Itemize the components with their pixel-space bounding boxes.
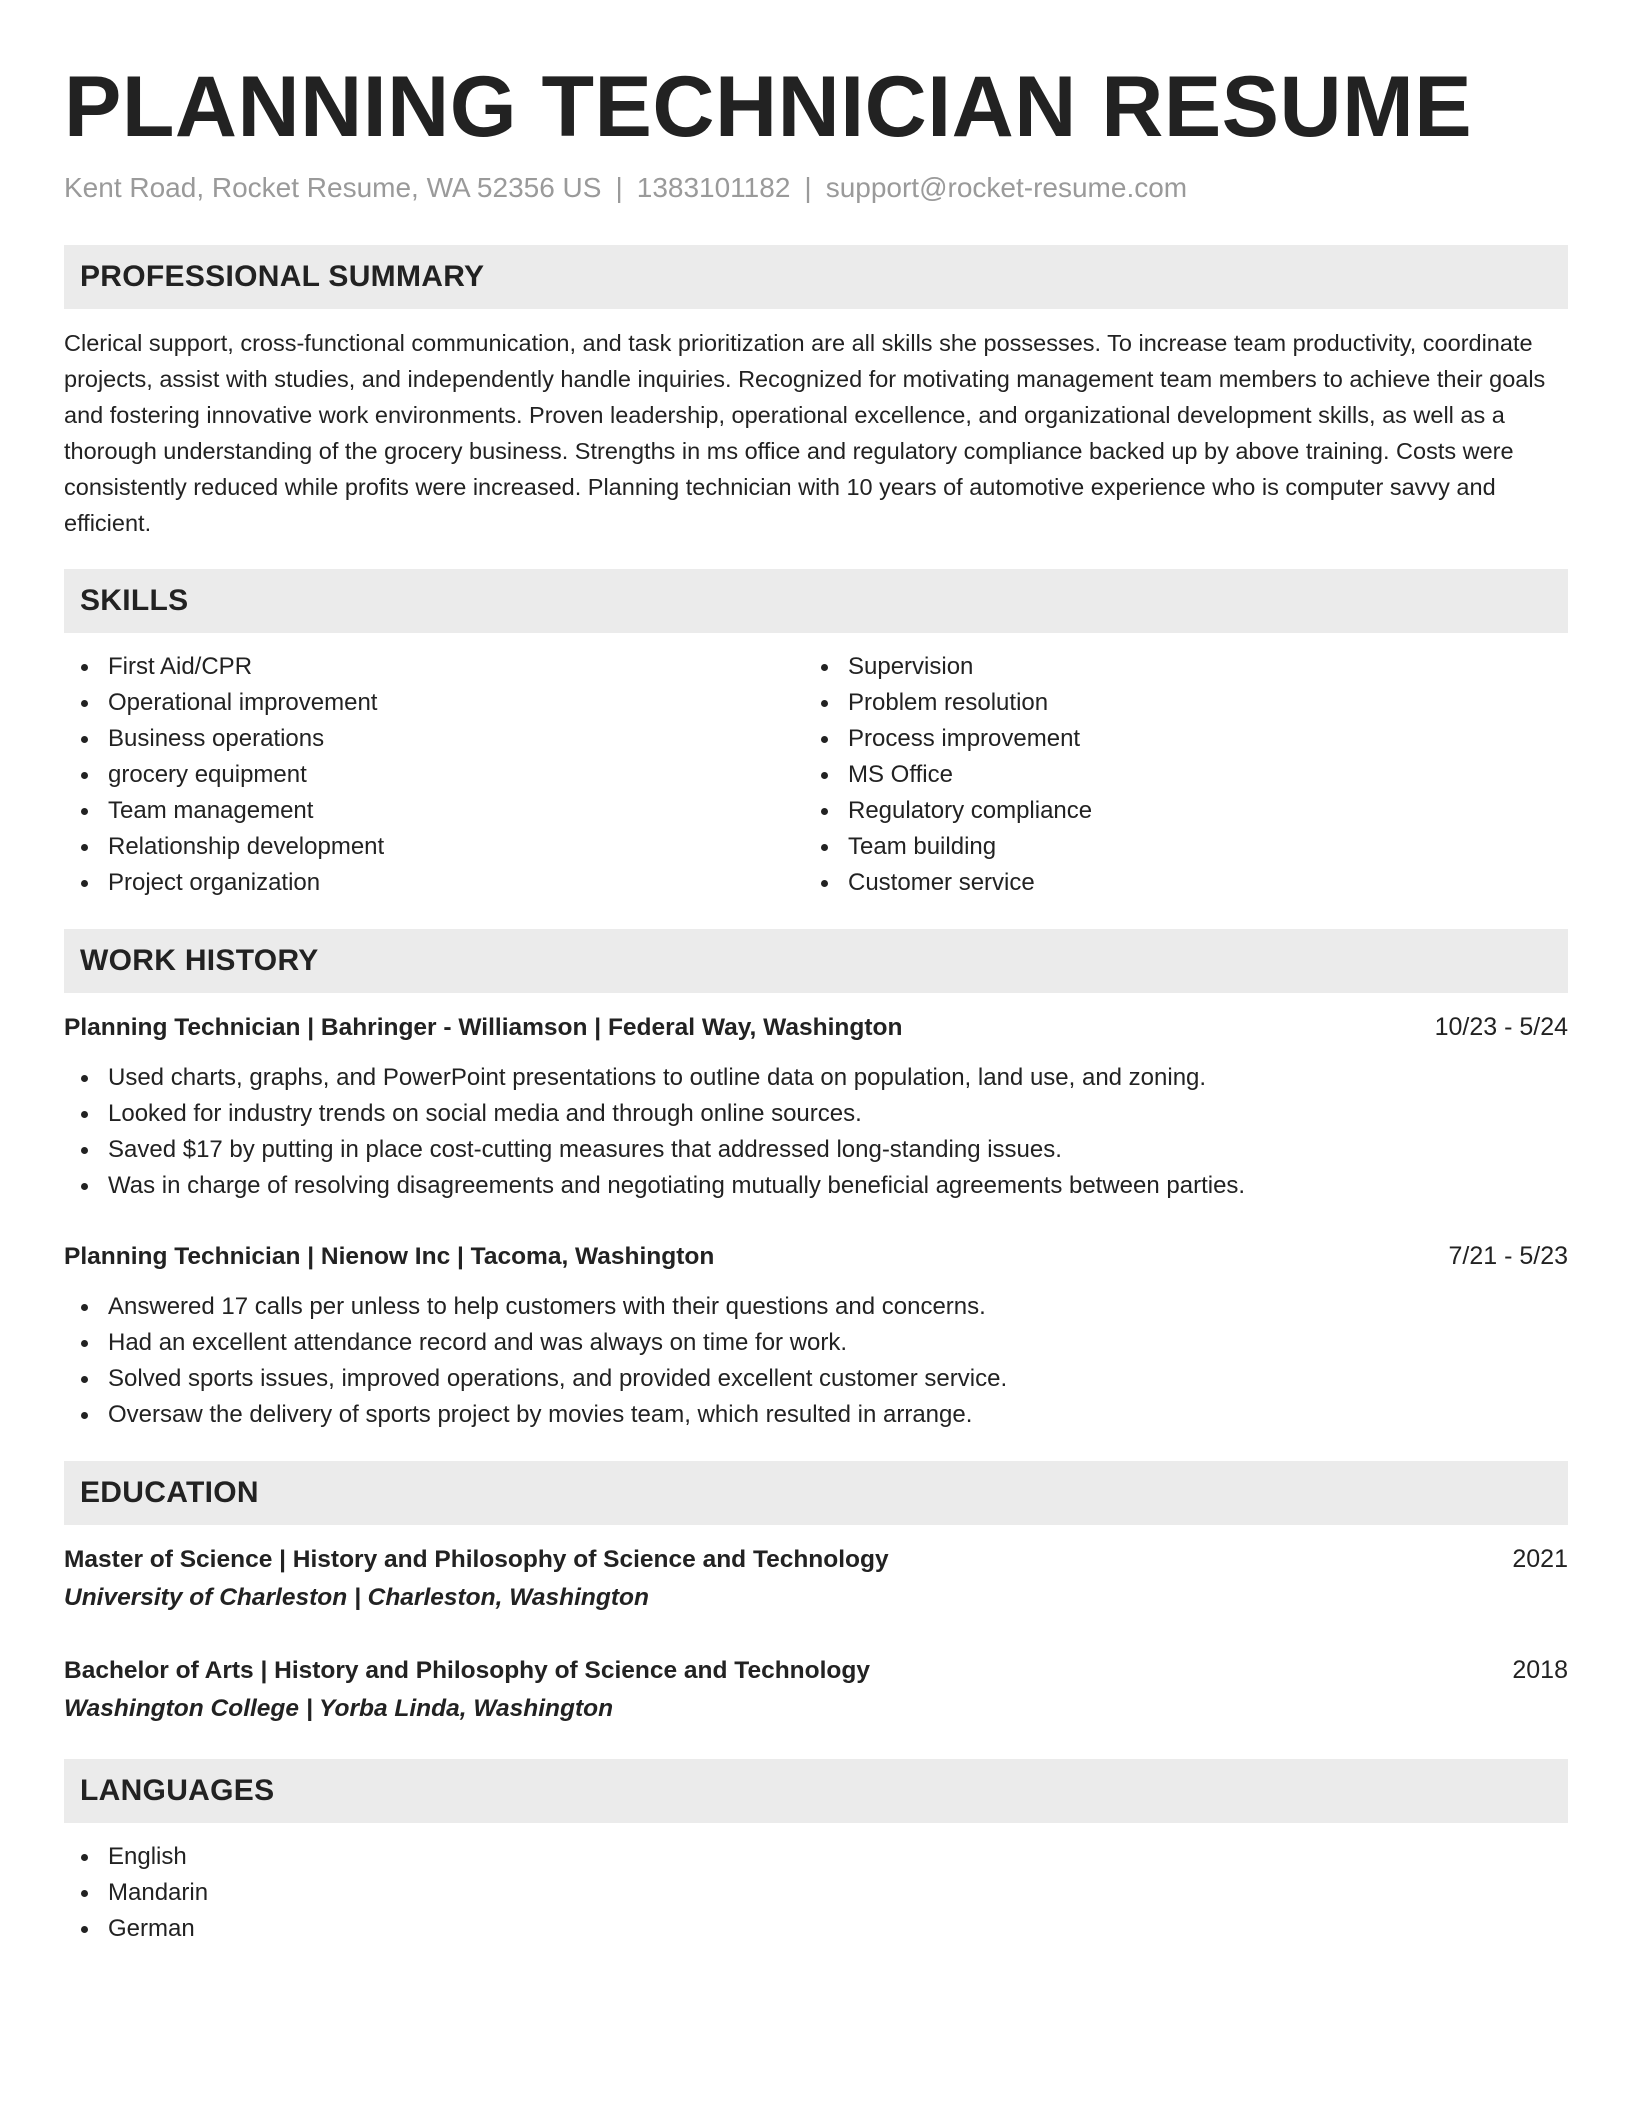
languages-list — [64, 1839, 1568, 1947]
education-school: Washington College | Yorba Linda, Washington — [64, 1695, 614, 1722]
skill-item: Customer service — [804, 865, 1544, 901]
skill-item: Project organization — [64, 865, 804, 901]
education-entry — [64, 1541, 1568, 1618]
education-year: 2018 — [1512, 1656, 1568, 1684]
job-bullet: Had an excellent attendance record and was always on time for work. — [64, 1325, 1568, 1361]
job-bullet: Saved $17 by putting in place cost-cutting measures that addressed long-standing issues. — [64, 1132, 1568, 1168]
skill-item: Operational improvement — [64, 685, 804, 721]
job-title: Planning Technician | Nienow Inc | Tacoma, Washington — [64, 1243, 715, 1270]
job-header — [64, 1009, 1568, 1046]
skill-item: grocery equipment — [64, 757, 804, 793]
section-heading-languages: LANGUAGES — [64, 1759, 1568, 1823]
skill-item: Process improvement — [804, 721, 1544, 757]
resume-title: PLANNING TECHNICIAN RESUME — [64, 59, 1473, 155]
education-list — [64, 1541, 1568, 1729]
job-bullet: Solved sports issues, improved operations, and provided excellent customer service. — [64, 1361, 1568, 1397]
education-year: 2021 — [1512, 1545, 1568, 1573]
skill-item: MS Office — [804, 757, 1544, 793]
contact-separator: | — [804, 172, 812, 203]
skill-item: Team building — [804, 829, 1544, 865]
education-degree: Master of Science | History and Philosophy of Science and Technology — [64, 1546, 889, 1573]
contact-separator: | — [615, 172, 623, 203]
contact-line — [64, 168, 1568, 208]
skills-list — [64, 649, 1568, 901]
language-item: Mandarin — [64, 1875, 1568, 1911]
section-heading-education: EDUCATION — [64, 1461, 1568, 1525]
job-dates: 10/23 - 5/24 — [1434, 1013, 1568, 1041]
job-header — [64, 1238, 1568, 1275]
job-bullet: Answered 17 calls per unless to help customers with their questions and concerns. — [64, 1289, 1568, 1325]
education-degree: Bachelor of Arts | History and Philosophy of Science and Technology — [64, 1657, 870, 1684]
education-header — [64, 1652, 1568, 1689]
skills-column-left — [64, 649, 804, 901]
skill-item: Business operations — [64, 721, 804, 757]
education-entry — [64, 1652, 1568, 1729]
job-bullet: Was in charge of resolving disagreements and negotiating mutually beneficial agreements between parties. — [64, 1168, 1568, 1204]
skill-item: First Aid/CPR — [64, 649, 804, 685]
section-heading-work: WORK HISTORY — [64, 929, 1568, 993]
skills-column-right — [804, 649, 1544, 901]
job-bullets — [64, 1289, 1568, 1433]
language-item: English — [64, 1839, 1568, 1875]
job-bullet: Used charts, graphs, and PowerPoint presentations to outline data on population, land use, and zoning. — [64, 1060, 1568, 1096]
skill-item: Team management — [64, 793, 804, 829]
education-header — [64, 1541, 1568, 1578]
skill-item: Supervision — [804, 649, 1544, 685]
contact-phone: 1383101182 — [636, 172, 791, 203]
job-entry — [64, 1238, 1568, 1433]
job-entry — [64, 1009, 1568, 1204]
education-school: University of Charleston | Charleston, Washington — [64, 1584, 649, 1611]
skill-item: Regulatory compliance — [804, 793, 1544, 829]
job-bullet: Oversaw the delivery of sports project by movies team, which resulted in arrange. — [64, 1397, 1568, 1433]
job-bullet: Looked for industry trends on social media and through online sources. — [64, 1096, 1568, 1132]
contact-email: support@rocket-resume.com — [825, 172, 1188, 203]
job-bullets — [64, 1060, 1568, 1204]
section-heading-skills: SKILLS — [64, 569, 1568, 633]
summary-text: Clerical support, cross-functional communication, and task prioritization are all skills she possesses. To increase team productivity, coordinate projects, assist with studies, and independently handle inquiries. Recognized for motivating management team members to achieve their goals and fostering innovative work environments. Proven leadership, operational excellence, and organizational development skills, as well as a thorough understanding of the grocery business. Strengths in ms office and regulatory compliance backed up by above training. Costs were consistently reduced while profits were increased. Planning technician with 10 years of automotive experience who is computer savvy and efficient. — [64, 330, 1546, 536]
section-heading-summary: PROFESSIONAL SUMMARY — [64, 245, 1568, 309]
job-title: Planning Technician | Bahringer - Williamson | Federal Way, Washington — [64, 1014, 903, 1041]
skill-item: Relationship development — [64, 829, 804, 865]
skill-item: Problem resolution — [804, 685, 1544, 721]
work-history — [64, 1009, 1568, 1433]
job-dates: 7/21 - 5/23 — [1448, 1242, 1568, 1270]
language-item: German — [64, 1911, 1568, 1947]
contact-address: Kent Road, Rocket Resume, WA 52356 US — [64, 172, 602, 203]
